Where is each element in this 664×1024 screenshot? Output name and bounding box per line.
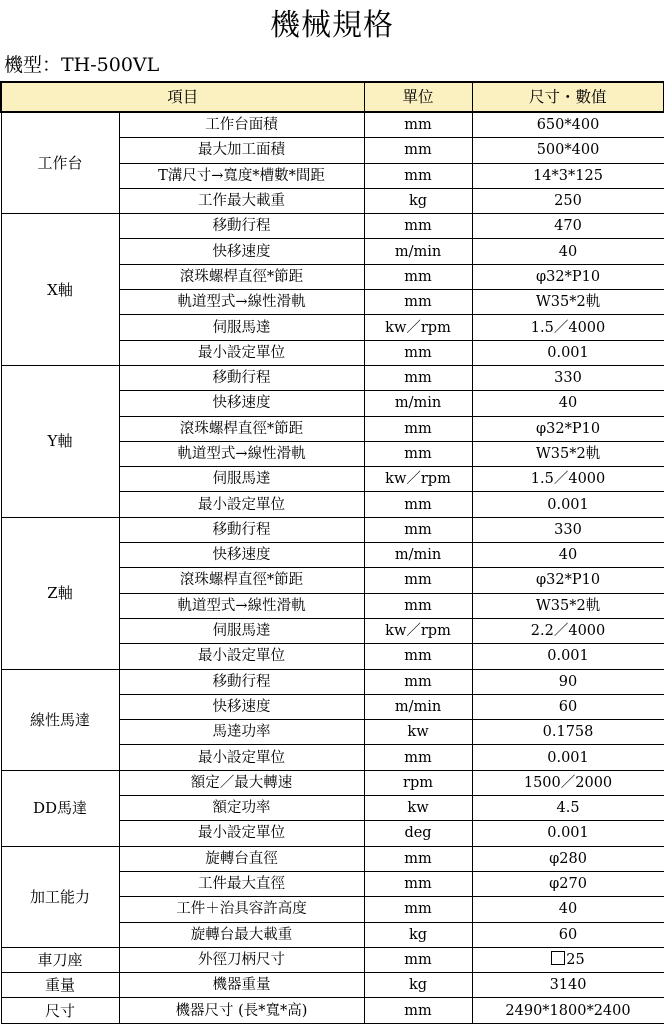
value-cell: 1.5／4000 [472, 467, 664, 492]
unit-cell: mm [364, 365, 472, 390]
group-name-cell: 線性馬達 [1, 669, 119, 770]
unit-cell: mm [364, 568, 472, 593]
unit-cell: kw／rpm [364, 618, 472, 643]
value-cell: 40 [472, 543, 664, 568]
value-text: 25 [566, 952, 585, 969]
item-cell: 額定功率 [119, 796, 364, 821]
value-cell: 1500／2000 [472, 770, 664, 795]
unit-cell: m/min [364, 694, 472, 719]
item-cell: 移動行程 [119, 365, 364, 390]
unit-cell: deg [364, 821, 472, 846]
table-row [1, 947, 664, 972]
item-cell: 旋轉台直徑 [119, 846, 364, 871]
value-cell: 0.001 [472, 821, 664, 846]
unit-cell: mm [364, 871, 472, 896]
group-name-cell: 工作台 [1, 112, 119, 214]
item-cell: 機器尺寸 (長*寬*高) [119, 998, 364, 1023]
unit-cell: mm [364, 264, 472, 289]
unit-cell: mm [364, 846, 472, 871]
unit-cell: m/min [364, 391, 472, 416]
unit-cell: mm [364, 340, 472, 365]
item-cell: 馬達功率 [119, 720, 364, 745]
value-cell: 330 [472, 365, 664, 390]
value-cell: 0.001 [472, 340, 664, 365]
unit-cell: mm [364, 517, 472, 542]
value-cell: W35*2軌 [472, 290, 664, 315]
unit-cell: mm [364, 138, 472, 163]
header-unit: 單位 [364, 82, 472, 112]
value-cell: 4.5 [472, 796, 664, 821]
unit-cell: rpm [364, 770, 472, 795]
group-name-cell: X軸 [1, 214, 119, 366]
item-cell: 滾珠螺桿直徑*節距 [119, 568, 364, 593]
value-cell [472, 947, 664, 972]
item-cell: 最小設定單位 [119, 644, 364, 669]
item-cell: 伺服馬達 [119, 467, 364, 492]
group-name-cell: Y軸 [1, 365, 119, 517]
item-cell: 最小設定單位 [119, 745, 364, 770]
value-cell: φ32*P10 [472, 568, 664, 593]
group-name-cell: 重量 [1, 973, 119, 998]
unit-cell: kw [364, 796, 472, 821]
unit-cell: mm [364, 644, 472, 669]
item-cell: 機器重量 [119, 973, 364, 998]
unit-cell: mm [364, 416, 472, 441]
value-cell: 0.001 [472, 644, 664, 669]
unit-cell: mm [364, 897, 472, 922]
item-cell: 工件＋治具容許高度 [119, 897, 364, 922]
table-row [1, 669, 664, 694]
item-cell: 最小設定單位 [119, 821, 364, 846]
document-title: 機械規格 [270, 8, 394, 43]
item-cell: 工作台面積 [119, 112, 364, 138]
square-shank-icon [551, 951, 565, 965]
table-row [1, 998, 664, 1023]
value-cell: 0.1758 [472, 720, 664, 745]
value-cell: 0.001 [472, 492, 664, 517]
item-cell: 快移速度 [119, 239, 364, 264]
value-cell: 60 [472, 922, 664, 947]
item-cell: 最小設定單位 [119, 340, 364, 365]
group-name-cell: 加工能力 [1, 846, 119, 947]
table-row [1, 517, 664, 542]
table-row [1, 365, 664, 390]
item-cell: 外徑刀柄尺寸 [119, 947, 364, 972]
value-cell: φ32*P10 [472, 264, 664, 289]
unit-cell: mm [364, 947, 472, 972]
value-cell: 0.001 [472, 745, 664, 770]
table-row [1, 846, 664, 871]
item-cell: 軌道型式→線性滑軌 [119, 290, 364, 315]
item-cell: 移動行程 [119, 517, 364, 542]
item-cell: 滾珠螺桿直徑*節距 [119, 416, 364, 441]
unit-cell: kw [364, 720, 472, 745]
group-name-cell: DD馬達 [1, 770, 119, 846]
unit-cell: kw／rpm [364, 315, 472, 340]
unit-cell: mm [364, 163, 472, 188]
group-name-cell: 尺寸 [1, 998, 119, 1023]
unit-cell: m/min [364, 543, 472, 568]
unit-cell: kg [364, 188, 472, 213]
table-row [1, 770, 664, 795]
unit-cell: mm [364, 669, 472, 694]
unit-cell: mm [364, 441, 472, 466]
table-row [1, 973, 664, 998]
value-cell: 250 [472, 188, 664, 213]
item-cell: 軌道型式→線性滑軌 [119, 441, 364, 466]
item-cell: 移動行程 [119, 214, 364, 239]
item-cell: 最大加工面積 [119, 138, 364, 163]
header-item: 項目 [1, 82, 364, 112]
item-cell: 軌道型式→線性滑軌 [119, 593, 364, 618]
item-cell: 快移速度 [119, 543, 364, 568]
value-cell: 2.2／4000 [472, 618, 664, 643]
value-cell: 3140 [472, 973, 664, 998]
value-cell: φ32*P10 [472, 416, 664, 441]
value-cell: 90 [472, 669, 664, 694]
item-cell: 工件最大直徑 [119, 871, 364, 896]
unit-cell: kg [364, 922, 472, 947]
table-header-row [1, 82, 664, 112]
value-cell: 1.5／4000 [472, 315, 664, 340]
value-cell: W35*2軌 [472, 593, 664, 618]
value-cell: 40 [472, 897, 664, 922]
item-cell: 工作最大載重 [119, 188, 364, 213]
item-cell: 快移速度 [119, 391, 364, 416]
item-cell: 快移速度 [119, 694, 364, 719]
value-cell: W35*2軌 [472, 441, 664, 466]
value-cell: 40 [472, 391, 664, 416]
value-cell: 40 [472, 239, 664, 264]
item-cell: 伺服馬達 [119, 618, 364, 643]
unit-cell: mm [364, 112, 472, 138]
value-cell: 2490*1800*2400 [472, 998, 664, 1023]
item-cell: T溝尺寸→寬度*槽數*間距 [119, 163, 364, 188]
value-cell: 14*3*125 [472, 163, 664, 188]
item-cell: 移動行程 [119, 669, 364, 694]
item-cell: 最小設定單位 [119, 492, 364, 517]
unit-cell: mm [364, 593, 472, 618]
table-row [1, 112, 664, 138]
value-cell: 650*400 [472, 112, 664, 138]
item-cell: 滾珠螺桿直徑*節距 [119, 264, 364, 289]
item-cell: 旋轉台最大載重 [119, 922, 364, 947]
value-cell: 330 [472, 517, 664, 542]
table-row [1, 214, 664, 239]
spec-table-body [1, 112, 664, 1023]
group-name-cell: Z軸 [1, 517, 119, 669]
model-label: 機型：TH-500VL [4, 54, 160, 76]
value-cell: 60 [472, 694, 664, 719]
group-name-cell: 車刀座 [1, 947, 119, 972]
unit-cell: m/min [364, 239, 472, 264]
value-cell: 470 [472, 214, 664, 239]
unit-cell: mm [364, 290, 472, 315]
value-cell: φ270 [472, 871, 664, 896]
unit-cell: kw／rpm [364, 467, 472, 492]
unit-cell: mm [364, 745, 472, 770]
unit-cell: mm [364, 998, 472, 1023]
item-cell: 額定／最大轉速 [119, 770, 364, 795]
unit-cell: kg [364, 973, 472, 998]
header-value: 尺寸・數值 [472, 82, 664, 112]
spec-table [0, 81, 664, 1024]
value-cell: 500*400 [472, 138, 664, 163]
unit-cell: mm [364, 214, 472, 239]
item-cell: 伺服馬達 [119, 315, 364, 340]
unit-cell: mm [364, 492, 472, 517]
value-cell: φ280 [472, 846, 664, 871]
